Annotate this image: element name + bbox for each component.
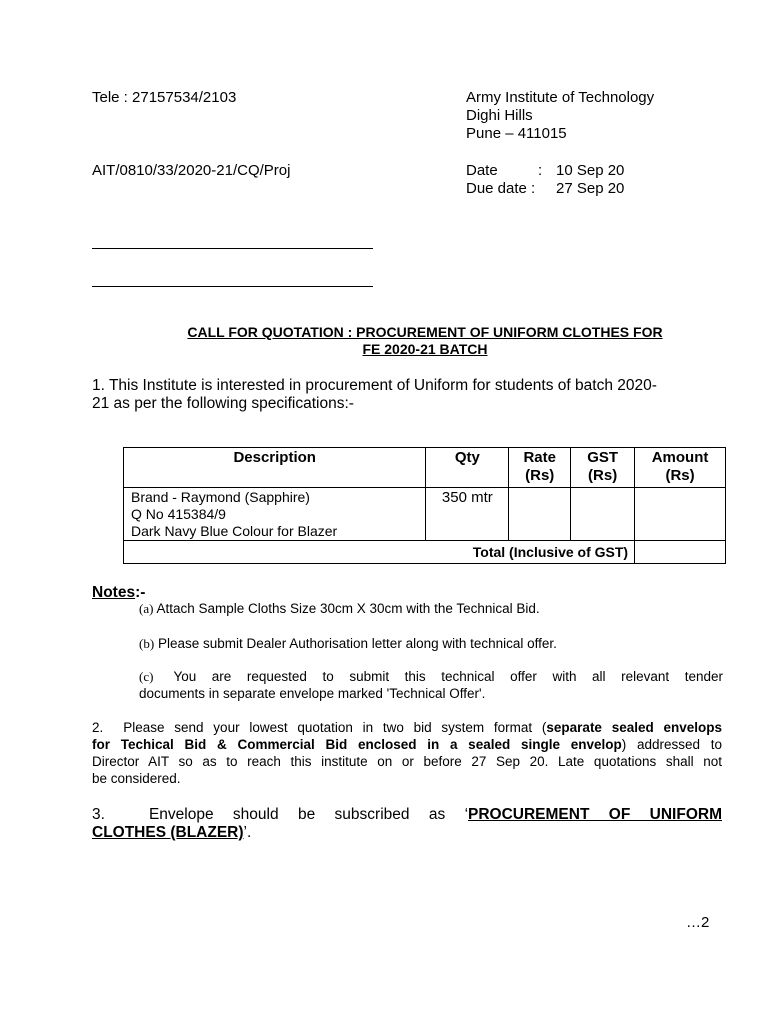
note-a bbox=[139, 600, 723, 617]
specification-table bbox=[123, 447, 726, 564]
telephone-number: Tele : 27157534/2103 bbox=[92, 89, 237, 106]
paragraph-2-line-2 bbox=[92, 736, 722, 753]
addressee-blank-line-1 bbox=[92, 248, 373, 249]
due-date-value: 27 Sep 20 bbox=[556, 180, 625, 197]
row-rate bbox=[509, 488, 571, 541]
note-c-line-1-text: You are requested to submit this technical offer with all relevant tender bbox=[173, 669, 723, 684]
paragraph-3-bold-1: PROCUREMENT OF UNIFORM bbox=[468, 806, 722, 823]
title-line-1: CALL FOR QUOTATION : PROCUREMENT OF UNIFORM CLOTHES FOR bbox=[187, 324, 663, 340]
page-continuation: …2 bbox=[686, 914, 710, 931]
addressee-blank-line-2 bbox=[92, 286, 373, 287]
table-total-row bbox=[124, 541, 726, 564]
header-rate bbox=[509, 448, 571, 488]
paragraph-3-line-1 bbox=[92, 806, 722, 824]
total-amount bbox=[635, 541, 726, 564]
reference-number: AIT/0810/33/2020-21/CQ/Proj bbox=[92, 162, 291, 179]
paragraph-1 bbox=[92, 377, 732, 413]
address-line-1: Army Institute of Technology bbox=[466, 89, 655, 106]
date-label: Date bbox=[466, 162, 498, 179]
paragraph-2-line-1 bbox=[92, 719, 722, 736]
address-line-3: Pune – 411015 bbox=[466, 125, 567, 142]
header-amount bbox=[635, 448, 726, 488]
note-c-label: (c) bbox=[139, 669, 154, 684]
table-header-row bbox=[124, 448, 726, 488]
header-gst-unit: (Rs) bbox=[588, 467, 618, 484]
note-a-text: Attach Sample Cloths Size 30cm X 30cm with the Technical Bid. bbox=[156, 601, 540, 616]
header-amount-label: Amount bbox=[651, 449, 709, 466]
row-gst bbox=[571, 488, 635, 541]
paragraph-2-bold-2: for Techical Bid & Commercial Bid enclosed in a sealed single envelop bbox=[92, 737, 622, 752]
date-block bbox=[466, 162, 726, 198]
paragraph-3-number: 3. bbox=[92, 806, 105, 823]
address-line-2: Dighi Hills bbox=[466, 107, 533, 124]
paragraph-2-line-3: Director AIT so as to reach this institute on or before 27 Sep 20. Late quotations shall not bbox=[92, 754, 722, 769]
note-c bbox=[139, 668, 723, 702]
header-amount-unit: (Rs) bbox=[665, 467, 695, 484]
header-gst-label: GST bbox=[587, 449, 619, 466]
row-description-line-2: Q No 415384/9 bbox=[131, 506, 226, 522]
paragraph-3 bbox=[92, 806, 722, 842]
paragraph-3-bold-2: CLOTHES (BLAZER) bbox=[92, 824, 244, 841]
header-description: Description bbox=[124, 448, 426, 488]
note-b bbox=[139, 635, 723, 652]
date-value: 10 Sep 20 bbox=[556, 162, 625, 179]
note-b-label: (b) bbox=[139, 636, 155, 651]
due-date-label: Due date : bbox=[466, 180, 536, 197]
note-a-label: (a) bbox=[139, 601, 154, 616]
paragraph-2-number: 2. bbox=[92, 720, 104, 735]
paragraph-3-line-2 bbox=[92, 824, 722, 842]
document-title bbox=[0, 324, 770, 358]
paragraph-1-line-2: 21 as per the following specifications:- bbox=[92, 395, 354, 412]
notes-heading-suffix: :- bbox=[135, 584, 146, 601]
title-line-2: FE 2020-21 BATCH bbox=[362, 341, 488, 357]
row-amount bbox=[635, 488, 726, 541]
paragraph-2-bold-1: separate sealed envelops bbox=[546, 720, 722, 735]
paragraph-2-line-4: be considered. bbox=[92, 771, 181, 786]
row-description-line-1: Brand - Raymond (Sapphire) bbox=[131, 489, 310, 505]
table-row bbox=[124, 488, 726, 541]
row-qty: 350 mtr bbox=[426, 488, 509, 541]
notes-heading-text: Notes bbox=[92, 584, 136, 601]
paragraph-3-text: Envelope should be subscribed as ‘ bbox=[148, 806, 469, 823]
header-gst bbox=[571, 448, 635, 488]
institute-address bbox=[466, 89, 654, 143]
header-rate-label: Rate bbox=[523, 449, 556, 466]
date-row bbox=[466, 162, 726, 180]
paragraph-2-text-1: Please send your lowest quotation in two bid system format ( bbox=[123, 720, 547, 735]
row-description-line-3: Dark Navy Blue Colour for Blazer bbox=[131, 523, 338, 539]
due-date-row bbox=[466, 180, 726, 198]
note-b-text: Please submit Dealer Authorisation letter along with technical offer. bbox=[157, 636, 557, 651]
date-separator: : bbox=[538, 162, 543, 179]
header-qty: Qty bbox=[426, 448, 509, 488]
row-description bbox=[124, 488, 426, 541]
notes-heading bbox=[92, 584, 145, 602]
paragraph-2-text-2: ) addressed to bbox=[621, 737, 722, 752]
paragraph-1-line-1: 1. This Institute is interested in procurement of Uniform for students of batch 2020- bbox=[92, 377, 657, 394]
paragraph-2 bbox=[92, 719, 722, 787]
header-rate-unit: (Rs) bbox=[525, 467, 555, 484]
note-c-line-1 bbox=[139, 668, 723, 685]
paragraph-3-end: ’. bbox=[243, 824, 252, 841]
note-c-line-2: documents in separate envelope marked 'Technical Offer'. bbox=[139, 686, 486, 701]
total-label: Total (Inclusive of GST) bbox=[124, 541, 635, 564]
